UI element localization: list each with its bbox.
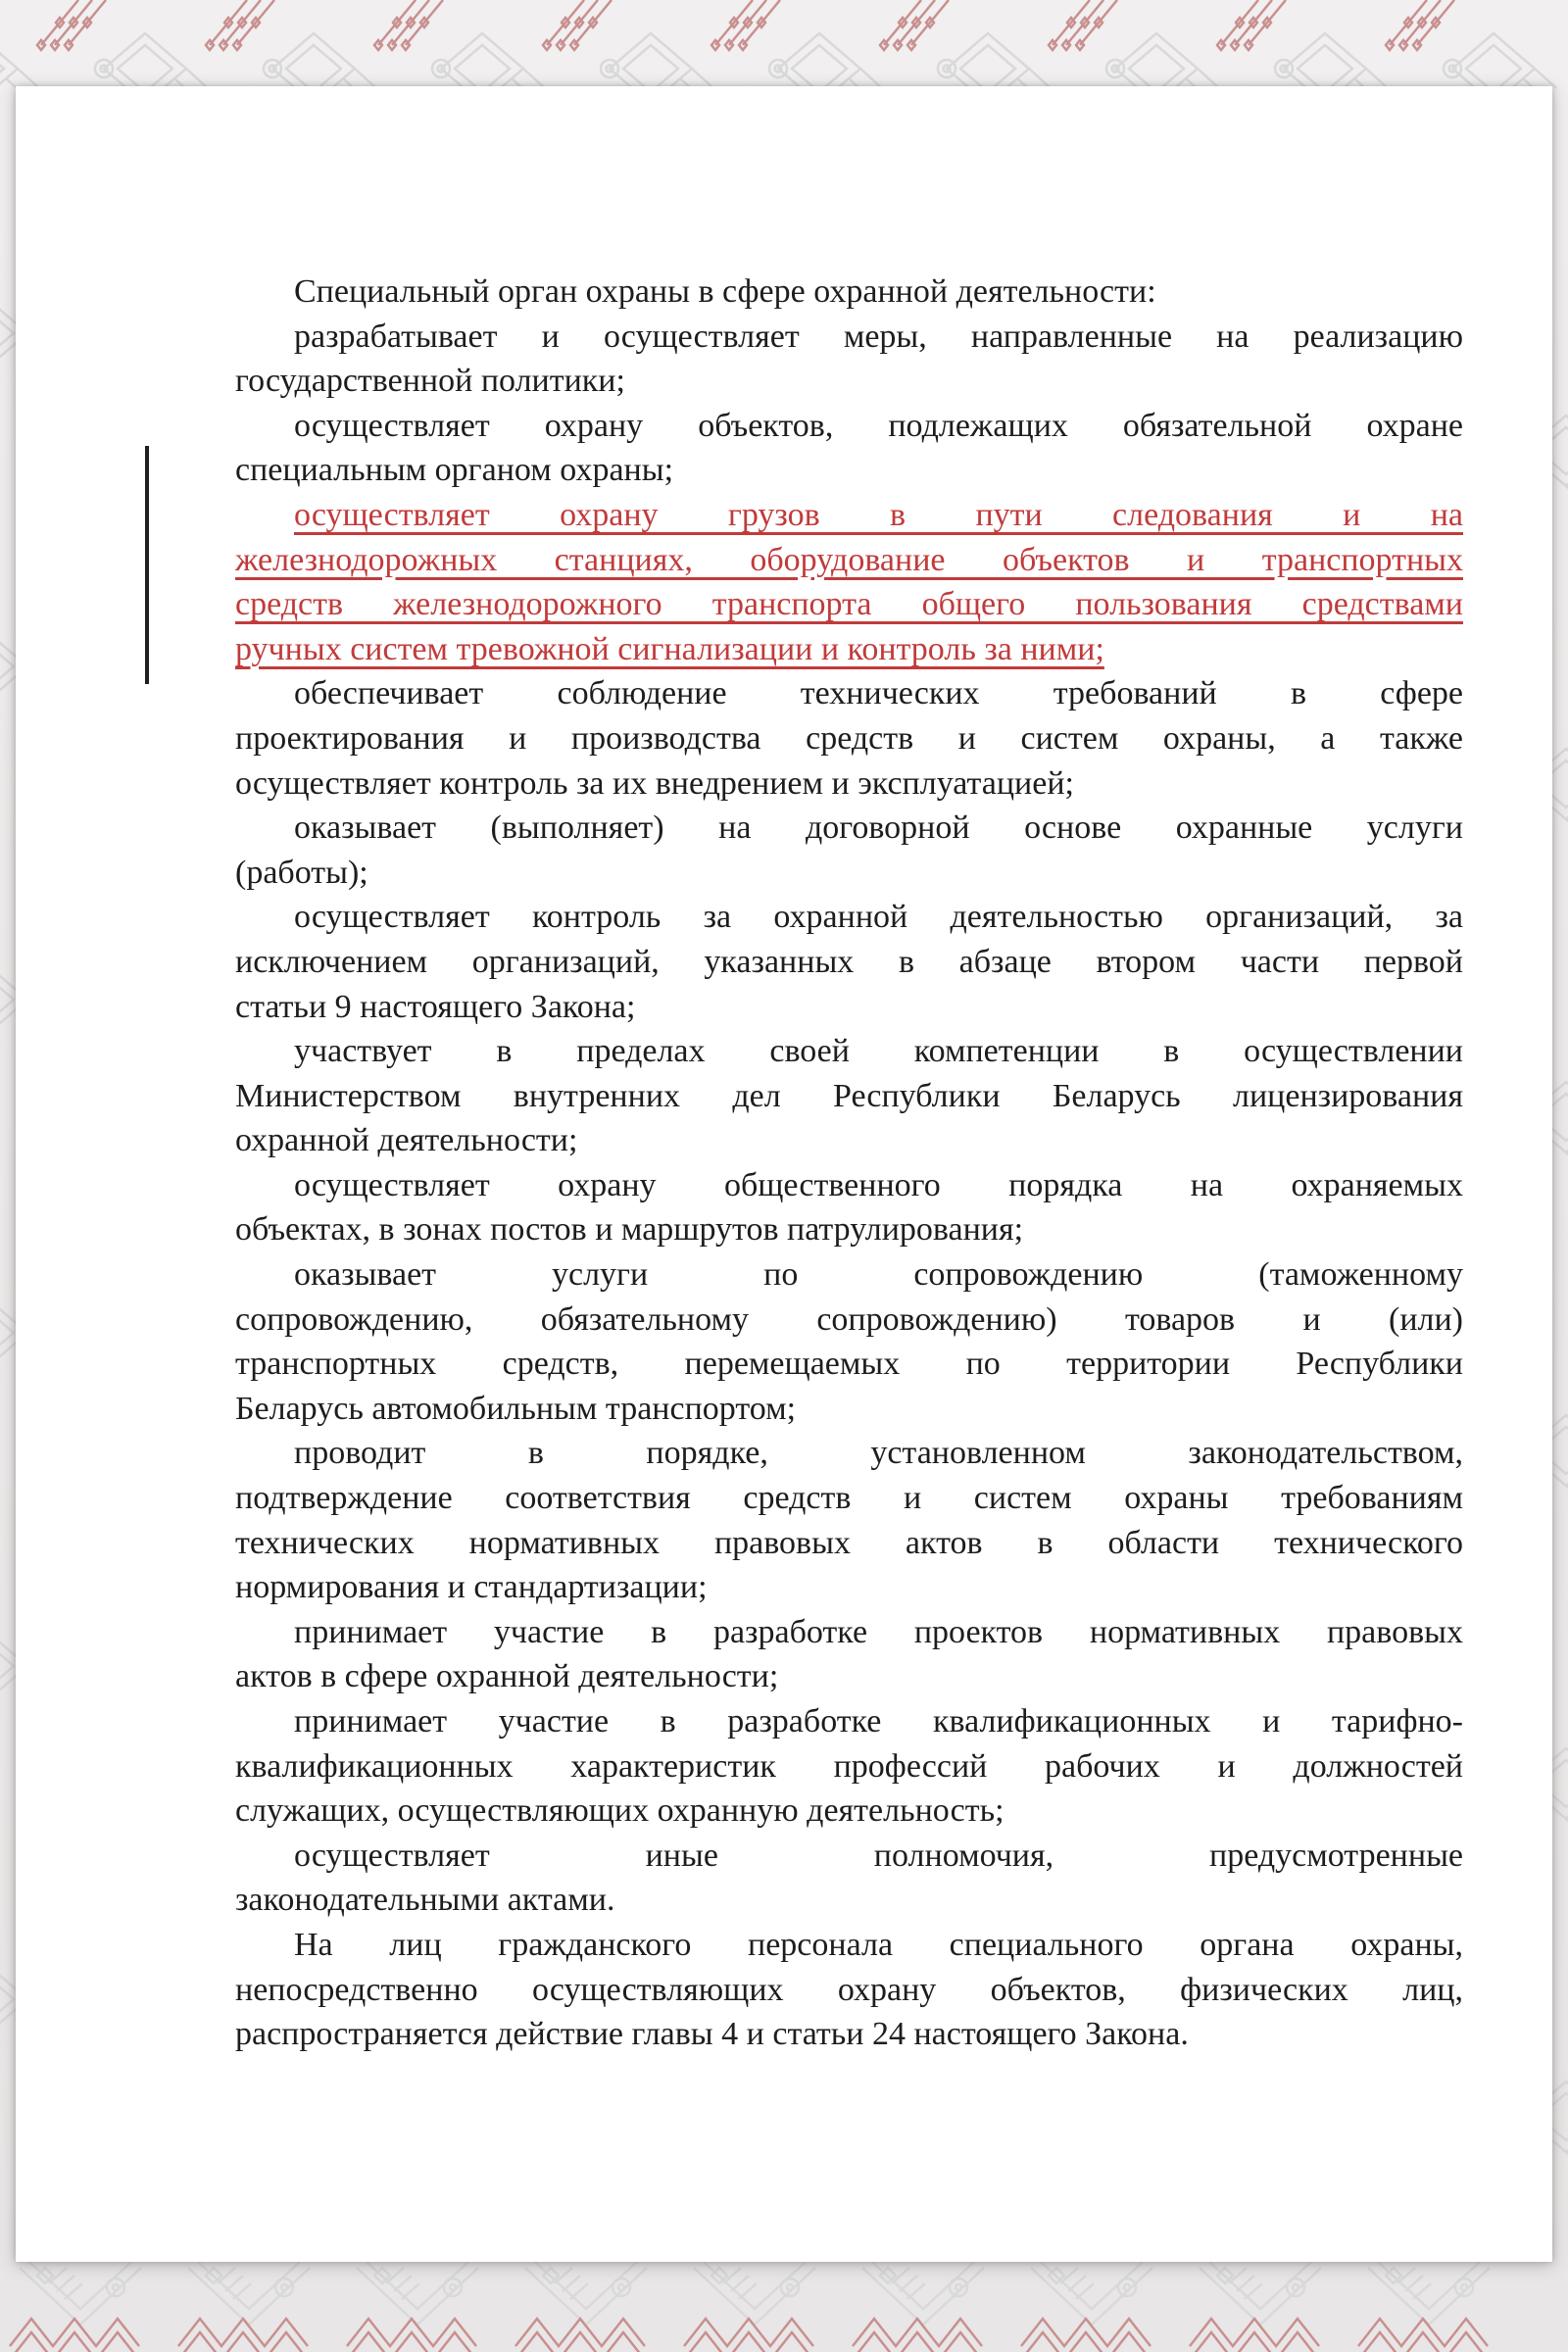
- text-line: осуществляет охрану общественного порядка на охраняемых: [294, 1166, 1463, 1203]
- text-line: проектирования и производства средств и систем охраны, а также: [235, 719, 1463, 757]
- text-line: (работы);: [235, 854, 368, 891]
- text-line: исключением организаций, указанных в абзаце втором части первой: [235, 943, 1463, 980]
- text-line: проводит в порядке, установленном законодательством,: [294, 1435, 1463, 1472]
- text-line: осуществляет иные полномочия, предусмотренные: [294, 1837, 1463, 1874]
- text-line: объектах, в зонах постов и маршрутов патрулирования;: [235, 1211, 1024, 1249]
- document-sheet: [16, 86, 1552, 2262]
- text-line: статьи 9 настоящего Закона;: [235, 988, 636, 1025]
- text-line: актов в сфере охранной деятельности;: [235, 1658, 779, 1695]
- text-line-amended: ручных систем тревожной сигнализации и контроль за ними;: [235, 630, 1104, 667]
- text-line: служащих, осуществляющих охранную деятельность;: [235, 1792, 1004, 1830]
- ornament-border-bottom: [10, 2262, 1490, 2352]
- text-line: Министерством внутренних дел Республики Беларусь лицензирования: [235, 1077, 1463, 1114]
- text-line: обеспечивает соблюдение технических требований в сфере: [294, 675, 1463, 712]
- text-line: участвует в пределах своей компетенции в осуществлении: [294, 1033, 1463, 1070]
- text-line: специальным органом охраны;: [235, 452, 674, 489]
- text-line: сопровождению, обязательному сопровождению) товаров и (или): [235, 1300, 1463, 1338]
- text-line-amended: осуществляет охрану грузов в пути следования и на: [294, 496, 1463, 533]
- text-line: непосредственно осуществляющих охрану объектов, физических лиц,: [235, 1971, 1463, 2008]
- text-line: принимает участие в разработке квалификационных и тарифно-: [294, 1703, 1463, 1740]
- revision-change-bar: [145, 446, 149, 684]
- text-line: охранной деятельности;: [235, 1122, 578, 1159]
- text-line: государственной политики;: [235, 363, 625, 400]
- text-line: осуществляет контроль за их внедрением и эксплуатацией;: [235, 764, 1074, 802]
- text-line: оказывает услуги по сопровождению (таможенному: [294, 1256, 1463, 1294]
- text-line: нормирования и стандартизации;: [235, 1569, 708, 1606]
- text-line: распространяется действие главы 4 и статьи 24 настоящего Закона.: [235, 2016, 1189, 2053]
- text-line: На лиц гражданского персонала специального органа охраны,: [294, 1926, 1463, 1963]
- text-line: законодательными актами.: [235, 1882, 615, 1919]
- text-line: Беларусь автомобильным транспортом;: [235, 1390, 797, 1427]
- text-line: осуществляет охрану объектов, подлежащих обязательной охране: [294, 407, 1463, 444]
- text-line: технических нормативных правовых актов в области технического: [235, 1524, 1463, 1561]
- ornament-border-top: [37, 0, 1454, 50]
- text-line-amended: железнодорожных станциях, оборудование объектов и транспортных: [235, 541, 1463, 578]
- document-text: [235, 270, 1463, 2057]
- text-line: разрабатывает и осуществляет меры, направленные на реализацию: [294, 318, 1463, 355]
- text-line: оказывает (выполняет) на договорной основе охранные услуги: [294, 809, 1463, 847]
- text-line: подтверждение соответствия средств и систем охраны требованиям: [235, 1480, 1463, 1517]
- text-line: осуществляет контроль за охранной деятельностью организаций, за: [294, 899, 1463, 936]
- text-line: квалификационных характеристик профессий рабочих и должностей: [235, 1747, 1463, 1785]
- text-line: транспортных средств, перемещаемых по территории Республики: [235, 1346, 1463, 1383]
- text-line-amended: средств железнодорожного транспорта общего пользования средствами: [235, 586, 1463, 623]
- text-line: Специальный орган охраны в сфере охранной деятельности:: [294, 273, 1156, 310]
- text-line: принимает участие в разработке проектов нормативных правовых: [294, 1613, 1463, 1650]
